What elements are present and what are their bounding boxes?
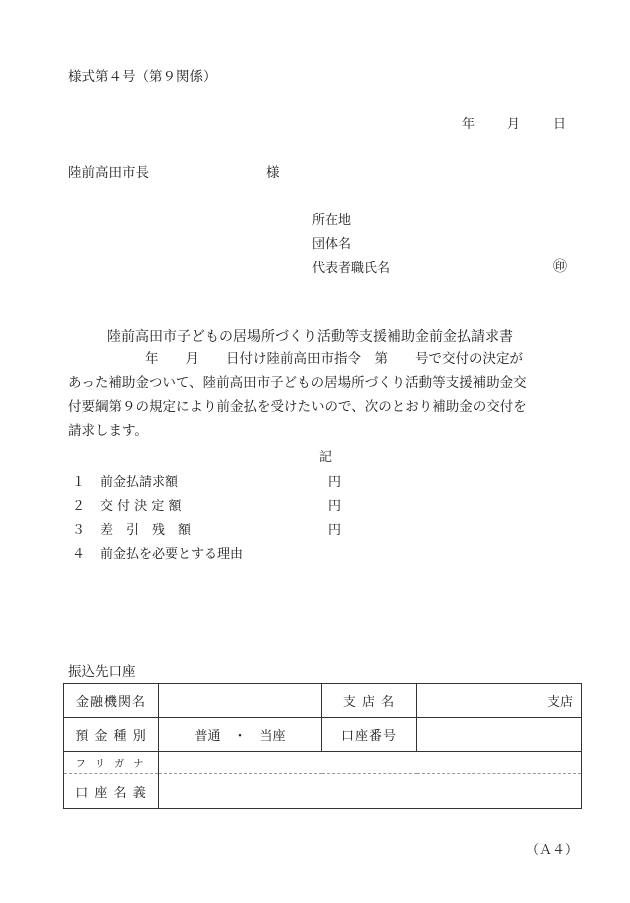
item-number: ２	[72, 499, 86, 514]
item-unit: 円	[328, 475, 342, 490]
item-label: 前金払を必要とする理由	[100, 547, 244, 562]
date-year: 年	[462, 117, 476, 132]
account-number-label: 口座番号	[322, 718, 417, 752]
account-name-label: 口 座 名 義	[64, 774, 159, 809]
institution-input[interactable]	[159, 684, 322, 718]
rep-label: 代表者職氏名	[312, 261, 391, 276]
item-number: １	[72, 475, 86, 490]
form-number: 様式第４号（第９関係）	[68, 69, 217, 85]
deposit-type-options[interactable]: 普通 ・ 当座	[159, 718, 322, 752]
item-unit: 円	[328, 523, 342, 538]
deposit-type-label: 預 金 種 別	[64, 718, 159, 752]
institution-label: 金融機関名	[64, 684, 159, 718]
furigana-label: フ リ ガ ナ	[64, 752, 159, 774]
account-number-input[interactable]	[417, 718, 582, 752]
item-label: 交 付 決 定 額	[100, 499, 182, 514]
org-label: 団体名	[312, 237, 352, 252]
item-label: 差 引 残 額	[100, 523, 192, 538]
body-line: 年 月 日付け陸前高田市指令 第 号で交付の決定が	[145, 351, 523, 367]
account-name-input[interactable]	[159, 774, 582, 809]
ki-heading: 記	[319, 450, 333, 465]
furigana-input[interactable]	[159, 752, 582, 774]
body-line: あった補助金ついて、陸前高田市子どもの居場所づくり活動等支援補助金交	[68, 375, 527, 391]
item-number: ４	[72, 547, 86, 562]
seal-mark: ㊞	[553, 259, 567, 275]
paper-size: （Ａ４）	[526, 843, 579, 858]
body-paragraph	[68, 347, 584, 443]
item-unit: 円	[328, 499, 342, 514]
bank-section-title: 振込先口座	[68, 664, 136, 680]
addressee-honorific: 様	[266, 165, 280, 181]
body-line: 請求します。	[68, 423, 148, 439]
item-label: 前金払請求額	[100, 475, 179, 490]
date-day: 日	[553, 117, 567, 132]
item-number: ３	[72, 523, 86, 538]
addressee-name: 陸前高田市長	[68, 165, 149, 181]
branch-label: 支 店 名	[322, 684, 417, 718]
body-line: 付要綱第９の規定により前金払を受けたいので、次のとおり補助金の交付を	[68, 399, 527, 415]
bank-account-table	[63, 683, 582, 809]
document-title: 陸前高田市子どもの居場所づくり活動等支援補助金前金払請求書	[107, 329, 513, 345]
address-label: 所在地	[312, 213, 352, 228]
date-month: 月	[507, 117, 521, 132]
branch-input[interactable]	[417, 684, 582, 718]
branch-suffix: 支店	[546, 695, 573, 710]
